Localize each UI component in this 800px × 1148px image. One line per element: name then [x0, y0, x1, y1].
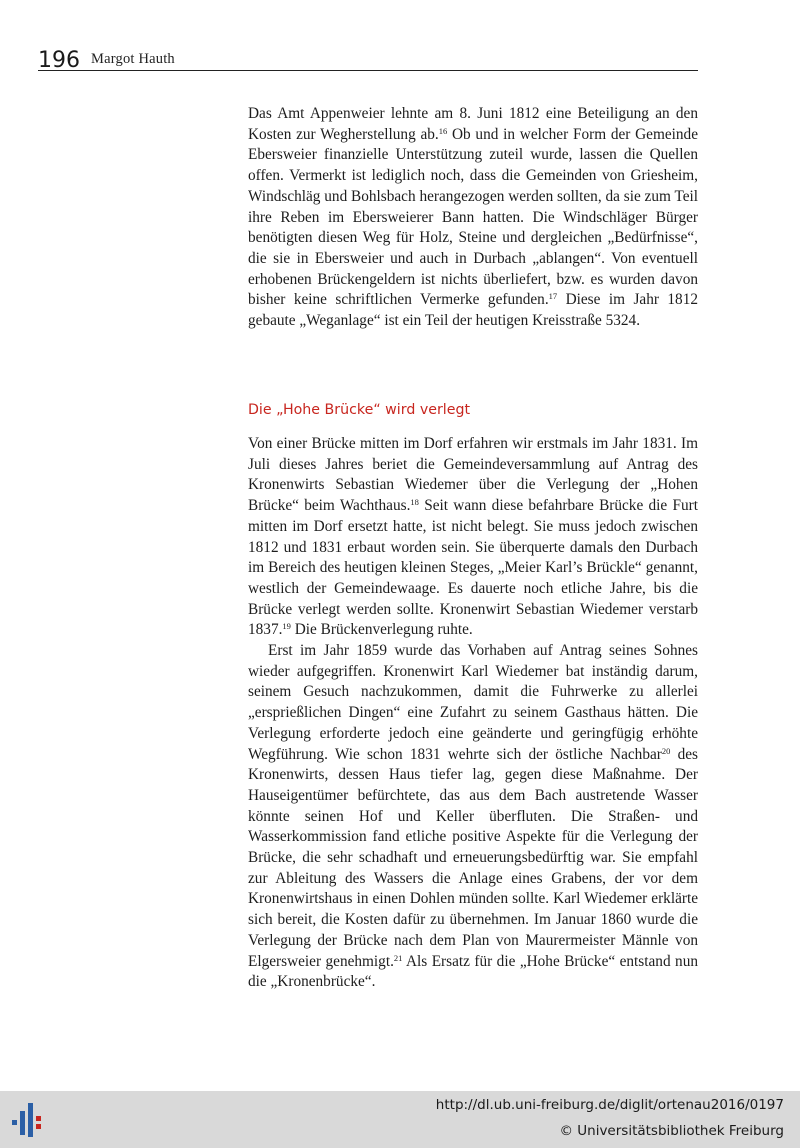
footer-bar: [0, 1091, 800, 1148]
footer-url-link[interactable]: http://dl.ub.uni-freiburg.de/diglit/ortenau2016/0197: [435, 1097, 784, 1113]
paragraph: Von einer Brücke mitten im Dorf erfahren wir erstmals im Jahr 1831. Im Juli dieses Jahres beriet die Gemeindeversammlung auf Antrag des Kronenwirts Sebastian Wiedemer über die Verlegung der „Hohen Brücke“ beim Wachthaus.$^{18}$ Seit wann diese befahrbare Brücke die Furt mitten im Dorf ersetzt hatte, ist nicht belegt. Sie muss jedoch zwischen 1812 und 1831 erbaut worden sein. Sie überquerte damals den Durbach im Bereich des heutigen kleinen Steges, „Meier Karl’s Brückle“ genannt, westlich der Gemeindewaage. Es dauerte noch etliche Jahre, bis die Brücke verlegt werden sollte. Kronenwirt Sebastian Wiedemer verstarb 1837.19 Die Brückenverlegung ruhte.: [248, 435, 698, 639]
ub-freiburg-logo-icon: [10, 1099, 50, 1141]
body-text-section-2: [248, 434, 698, 993]
footnote-ref: 18: [410, 497, 419, 508]
footnote-ref: 17: [548, 291, 558, 302]
running-header-author: Margot Hauth: [91, 51, 175, 67]
footnote-ref: 16: [438, 125, 448, 136]
body-text-section-1: [248, 104, 698, 332]
paragraph: Erst im Jahr 1859 wurde das Vorhaben auf Antrag seines Sohnes wieder aufgegriffen. Kronenwirt Karl Wiedemer bat inständig darum, seinem Gesuch nachzukommen, damit die Fuhrwerke zu allerlei „ersprießlichen Dingen“ eine Zufahrt zu seinem Gasthaus hätten. Die Verlegung erforderte jedoch eine geänderte und geringfügig erhöhte Wegführung. Wie schon 1831 wehrte sich der östliche Nachbar$^{20}$ des Kronenwirts, dessen Haus tiefer lag, gegen diese Maßnahme. Der Hauseigentümer befürchtete, das aus dem Bach austretende Wasser könnte seinen Hof und Keller überfluten. Die Straßen- und Wasserkommission fand etliche positive Aspekte für die Verlegung der Brücke, die sehr schadhaft und erneuerungsbedürftig war. Sie empfahl zur Ableitung des Wassers die Anlage eines Grabens, der vor dem Kronenwirtshaus in einen Dohlen münden sollte. Karl Wiedemer erklärte sich bereit, die Kosten dafür zu übernehmen. Im Januar 1860 wurde die Verlegung der Brücke nach dem Plan von Maurermeister Männle von Elgersweier genehmigt.$^{21}$ Als Ersatz für die „Hohe Brücke“ entstand nun die „Kronenbrücke“.: [248, 642, 699, 991]
header-rule: [38, 70, 698, 71]
footnote-ref: 21: [393, 952, 403, 963]
page-number: 196: [38, 48, 80, 73]
footer-copyright: © Universitätsbibliothek Freiburg: [559, 1123, 784, 1139]
footnote-ref: 19: [282, 621, 291, 632]
paragraph: Das Amt Appenweier lehnte am 8. Juni 1812 eine Beteiligung an den Kosten zur Wegherstellung ab.$^{16}$ Ob und in welcher Form der Gemeinde Ebersweier finanzielle Unterstützung zuteil wurde, lassen die Quellen offen. Vermerkt ist lediglich noch, dass die Gemeinden von Griesheim, Windschläg und Bohlsbach herangezogen werden sollten, da sie zum Teil ihre Reben im Ebersweierer Bann hatten. Die Windschläger Bürger benötigten diesen Weg für Holz, Steine und dergleichen „Bedürfnisse“, die sie in Ebersweier und auch in Durbach „ablangen“. Von eventuell erhobenen Brückengeldern ist nichts überliefert, bzw. es wurden davon bisher keine schriftlichen Vermerke gefunden.$^{17}$ Diese im Jahr 1812 gebaute „Weganlage“ ist ein Teil der heutigen Kreisstraße 5324.: [248, 105, 699, 330]
section-heading: Die „Hohe Brücke“ wird verlegt: [248, 402, 471, 418]
footnote-ref: 20: [661, 745, 671, 756]
